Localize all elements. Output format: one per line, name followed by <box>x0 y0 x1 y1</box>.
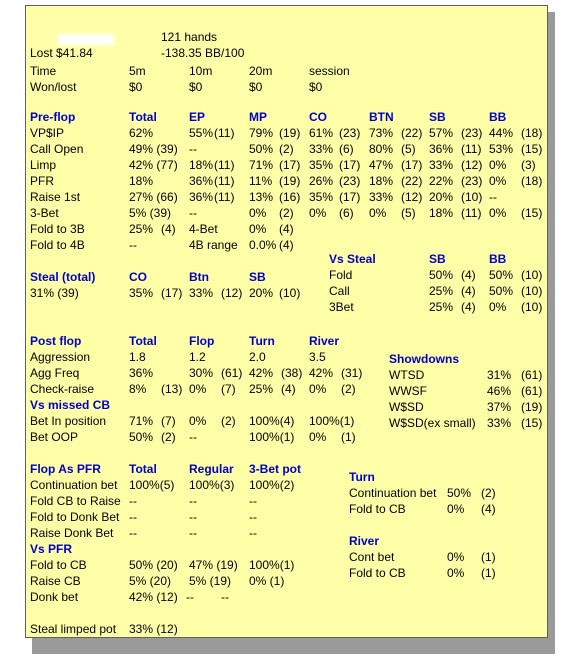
time-10m: 10m <box>189 64 213 78</box>
vs-missed-cb-cell: 71% <box>129 414 154 428</box>
preflop-cell: VP$IP <box>30 126 65 140</box>
vs-steal-cell: 50% <box>429 268 454 282</box>
flop-as-pfr-cell: 100%(5) <box>129 478 175 492</box>
vs-missed-cb-cell: 100%(1) <box>309 414 355 428</box>
showdown-count: (15) <box>521 416 543 430</box>
flop-as-pfr-cell: -- <box>189 510 197 524</box>
steal-limped-value: 33% (12) <box>129 622 178 636</box>
preflop-cell: (10) <box>461 190 483 204</box>
postflop-cell: (61) <box>221 366 243 380</box>
postflop-header: Flop <box>189 334 215 348</box>
fold-to-4b-cell: -- <box>129 238 137 252</box>
postflop-cell: Aggression <box>30 350 91 364</box>
preflop-cell: Call Open <box>30 142 84 156</box>
preflop-cell: 18% <box>429 206 454 220</box>
steal-cell: 33% <box>189 286 214 300</box>
flop-as-pfr-cell: -- <box>249 526 257 540</box>
vs-pfr-header: Vs PFR <box>30 542 73 556</box>
preflop-cell: 80% <box>369 142 394 156</box>
steal-header: Steal (total) <box>30 270 96 284</box>
steal-cell: (12) <box>221 286 243 300</box>
preflop-header: Pre-flop <box>30 110 76 124</box>
turn-label: Fold to CB <box>349 502 406 516</box>
postflop-cell: Check-raise <box>30 382 95 396</box>
vs-pfr-cell: -- <box>221 590 229 604</box>
preflop-cell: (23) <box>461 174 483 188</box>
river-label: Fold to CB <box>349 566 406 580</box>
preflop-cell: (2) <box>279 206 294 220</box>
wonlost-5m: $0 <box>129 80 143 94</box>
postflop-cell: (31) <box>341 366 363 380</box>
preflop-cell: Raise 1st <box>30 190 81 204</box>
preflop-cell: -- <box>189 206 197 220</box>
postflop-cell: 3.5 <box>309 350 326 364</box>
river-count: (1) <box>481 566 496 580</box>
steal-cell: (10) <box>279 286 301 300</box>
vs-steal-header: Vs Steal <box>329 252 376 266</box>
postflop-cell: 42% <box>309 366 334 380</box>
flop-as-pfr-cell: Raise Donk Bet <box>30 526 114 540</box>
preflop-cell: (12) <box>461 158 483 172</box>
preflop-cell: 35% <box>309 158 334 172</box>
preflop-cell: (11) <box>214 158 235 172</box>
preflop-cell: 0% <box>489 206 507 220</box>
vs-pfr-cell: Raise CB <box>30 574 81 588</box>
vs-missed-cb-cell: 0% <box>189 414 207 428</box>
preflop-cell: Limp <box>30 158 57 172</box>
steal-limped-label: Steal limped pot <box>30 622 117 636</box>
preflop-header: BTN <box>369 110 394 124</box>
preflop-header: SB <box>429 110 446 124</box>
bb-per-100: -138.35 BB/100 <box>161 46 245 60</box>
vs-steal-cell: (10) <box>521 268 543 282</box>
vs-steal-cell: (4) <box>461 284 476 298</box>
flop-as-pfr-cell: -- <box>129 494 137 508</box>
fold-to-3b-cell: Fold to 3B <box>30 222 85 236</box>
vs-steal-cell: Fold <box>329 268 353 282</box>
postflop-cell: 1.2 <box>189 350 206 364</box>
flop-as-pfr-cell: 100%(3) <box>189 478 235 492</box>
preflop-cell: 35% <box>309 190 334 204</box>
preflop-cell: (17) <box>279 158 301 172</box>
showdown-value: 37% <box>487 400 512 414</box>
flop-as-pfr-header: Flop As PFR <box>30 462 101 476</box>
preflop-cell: 27% (66) <box>129 190 178 204</box>
preflop-cell: (18) <box>521 126 543 140</box>
steal-cell: 20% <box>249 286 274 300</box>
vs-missed-cb-cell: Bet OOP <box>30 430 79 444</box>
fold-to-3b-cell: (4) <box>279 222 294 236</box>
preflop-cell: 13% <box>249 190 274 204</box>
preflop-cell: -- <box>189 142 197 156</box>
vs-steal-cell: 50% <box>489 284 514 298</box>
preflop-header: EP <box>189 110 206 124</box>
preflop-cell: (6) <box>339 142 354 156</box>
fold-to-3b-cell: (4) <box>161 222 176 236</box>
fold-to-4b-cell: 4B range <box>189 238 238 252</box>
fold-to-4b-cell: 0.0% <box>249 238 277 252</box>
steal-cell: (17) <box>161 286 183 300</box>
vs-steal-cell: 0% <box>489 300 507 314</box>
postflop-cell: 0% <box>309 382 327 396</box>
preflop-cell: 47% <box>369 158 394 172</box>
preflop-cell: 0% <box>489 174 507 188</box>
flop-as-pfr-cell: -- <box>129 510 137 524</box>
wonlost-session: $0 <box>309 80 323 94</box>
showdown-label: W$SD <box>389 400 424 414</box>
flop-as-pfr-header: Total <box>129 462 157 476</box>
wonlost-20m: $0 <box>249 80 263 94</box>
flop-as-pfr-header: 3-Bet pot <box>249 462 301 476</box>
vs-steal-cell: (4) <box>461 268 476 282</box>
vs-pfr-cell: 42% (12) <box>129 590 178 604</box>
river-label: Cont bet <box>349 550 395 564</box>
river-value: 0% <box>447 550 465 564</box>
steal-cell: 35% <box>129 286 154 300</box>
preflop-cell: 18% <box>189 158 214 172</box>
preflop-cell: (6) <box>339 206 354 220</box>
vs-steal-cell: 50% <box>489 268 514 282</box>
wonlost-label: Won/lost <box>30 80 77 94</box>
postflop-header: Turn <box>249 334 275 348</box>
river-value: 0% <box>447 566 465 580</box>
postflop-cell: (4) <box>281 382 296 396</box>
flop-as-pfr-cell: -- <box>189 526 197 540</box>
vs-missed-cb-cell: Bet In position <box>30 414 107 428</box>
preflop-cell: PFR <box>30 174 54 188</box>
postflop-header: Total <box>129 334 157 348</box>
vs-pfr-cell: 5% (19) <box>189 574 232 588</box>
preflop-cell: (19) <box>279 174 301 188</box>
preflop-cell: 55% <box>189 126 214 140</box>
vs-missed-cb-cell: 100%(1) <box>249 430 295 444</box>
turn-value: 0% <box>447 502 465 516</box>
vs-missed-cb-cell: 100%(4) <box>249 414 295 428</box>
showdown-value: 31% <box>487 368 512 382</box>
showdown-label: WTSD <box>389 368 425 382</box>
preflop-cell: 36% <box>189 174 214 188</box>
showdown-count: (61) <box>521 384 543 398</box>
preflop-cell: 22% <box>429 174 454 188</box>
fold-to-4b-cell: (4) <box>279 238 294 252</box>
preflop-cell: 0% <box>249 206 267 220</box>
preflop-cell: (17) <box>401 158 423 172</box>
preflop-cell: 50% <box>249 142 274 156</box>
showdown-label: WWSF <box>389 384 427 398</box>
preflop-cell: 33% <box>309 142 334 156</box>
preflop-cell: (11) <box>461 142 482 156</box>
player-name-redacted <box>58 34 114 45</box>
postflop-header: Post flop <box>30 334 82 348</box>
preflop-cell: 33% <box>429 158 454 172</box>
preflop-cell: 11% <box>249 174 273 188</box>
vs-pfr-cell: Fold to CB <box>30 558 87 572</box>
vs-missed-cb-cell: -- <box>189 430 197 444</box>
postflop-cell: 42% <box>249 366 274 380</box>
preflop-cell: 36% <box>429 142 454 156</box>
preflop-cell: 57% <box>429 126 454 140</box>
preflop-cell: 0% <box>369 206 387 220</box>
preflop-cell: (23) <box>461 126 483 140</box>
vs-pfr-cell: 47% (19) <box>189 558 238 572</box>
postflop-cell: Agg Freq <box>30 366 80 380</box>
postflop-cell: (2) <box>341 382 356 396</box>
time-label: Time <box>30 64 57 78</box>
postflop-cell: (38) <box>281 366 303 380</box>
preflop-cell: 0% <box>309 206 327 220</box>
turn-count: (2) <box>481 486 496 500</box>
steal-header: SB <box>249 270 266 284</box>
steal-header: Btn <box>189 270 209 284</box>
preflop-cell: 53% <box>489 142 514 156</box>
vs-missed-cb-cell: (1) <box>341 430 356 444</box>
hud-stats-panel <box>25 5 548 638</box>
steal-cell: 31% (39) <box>30 286 79 300</box>
vs-steal-cell: Call <box>329 284 350 298</box>
postflop-cell: 25% <box>249 382 274 396</box>
preflop-cell: (11) <box>214 126 235 140</box>
turn-label: Continuation bet <box>349 486 437 500</box>
preflop-cell: 0% <box>489 158 507 172</box>
flop-as-pfr-cell: -- <box>249 494 257 508</box>
postflop-cell: (13) <box>161 382 183 396</box>
vs-missed-cb-cell: 50% <box>129 430 154 444</box>
vs-pfr-cell: 100%(1) <box>249 558 295 572</box>
fold-to-3b-cell: 4-Bet <box>189 222 218 236</box>
lost-amount: Lost $41.84 <box>30 46 93 60</box>
preflop-cell: 73% <box>369 126 394 140</box>
flop-as-pfr-cell: -- <box>249 510 257 524</box>
vs-pfr-cell: 50% (20) <box>129 558 178 572</box>
vs-missed-cb-cell: 0% <box>309 430 327 444</box>
preflop-cell: (5) <box>401 142 416 156</box>
preflop-cell: 18% <box>129 174 154 188</box>
preflop-cell: (16) <box>279 190 301 204</box>
preflop-header: CO <box>309 110 327 124</box>
preflop-cell: 5% (39) <box>129 206 172 220</box>
preflop-cell: (11) <box>214 174 235 188</box>
fold-to-3b-cell: 25% <box>129 222 154 236</box>
postflop-cell: 2.0 <box>249 350 266 364</box>
showdowns-header: Showdowns <box>389 352 459 366</box>
preflop-cell: (12) <box>401 190 423 204</box>
preflop-cell: (17) <box>339 158 361 172</box>
preflop-cell: (18) <box>521 174 543 188</box>
preflop-cell: (5) <box>401 206 416 220</box>
preflop-cell: 36% <box>189 190 214 204</box>
showdown-count: (19) <box>521 400 543 414</box>
vs-missed-cb-header: Vs missed CB <box>30 398 111 412</box>
postflop-cell: 0% <box>189 382 207 396</box>
preflop-cell: 26% <box>309 174 334 188</box>
preflop-cell: (17) <box>339 190 361 204</box>
postflop-cell: 30% <box>189 366 214 380</box>
fold-to-4b-cell: Fold to 4B <box>30 238 85 252</box>
fold-to-3b-cell: 0% <box>249 222 267 236</box>
hands-count: 121 hands <box>161 30 218 44</box>
preflop-cell: (11) <box>214 190 235 204</box>
river-count: (1) <box>481 550 496 564</box>
preflop-cell: (23) <box>339 126 361 140</box>
vs-steal-header: BB <box>489 252 507 266</box>
river-header: River <box>349 534 380 548</box>
preflop-cell: -- <box>489 190 497 204</box>
vs-steal-cell: (4) <box>461 300 476 314</box>
flop-as-pfr-cell: Fold CB to Raise <box>30 494 121 508</box>
preflop-cell: 62% <box>129 126 154 140</box>
preflop-header: BB <box>489 110 507 124</box>
vs-steal-cell: 3Bet <box>329 300 354 314</box>
vs-pfr-cell: Donk bet <box>30 590 79 604</box>
flop-as-pfr-cell: -- <box>129 526 137 540</box>
turn-header: Turn <box>349 470 375 484</box>
preflop-cell: (22) <box>401 126 423 140</box>
preflop-cell: 18% <box>369 174 394 188</box>
time-20m: 20m <box>249 64 273 78</box>
preflop-cell: 71% <box>249 158 274 172</box>
preflop-cell: (23) <box>339 174 361 188</box>
preflop-cell: 49% (39) <box>129 142 178 156</box>
vs-steal-header: SB <box>429 252 446 266</box>
preflop-cell: (2) <box>279 142 294 156</box>
postflop-header: River <box>309 334 340 348</box>
preflop-cell: 61% <box>309 126 334 140</box>
showdown-count: (61) <box>521 368 543 382</box>
postflop-cell: 8% <box>129 382 147 396</box>
preflop-header: MP <box>249 110 267 124</box>
turn-count: (4) <box>481 502 496 516</box>
preflop-cell: 44% <box>489 126 514 140</box>
preflop-cell: 79% <box>249 126 274 140</box>
flop-as-pfr-cell: Fold to Donk Bet <box>30 510 120 524</box>
vs-missed-cb-cell: (2) <box>221 414 236 428</box>
turn-value: 50% <box>447 486 472 500</box>
postflop-cell: 1.8 <box>129 350 146 364</box>
flop-as-pfr-cell: -- <box>189 494 197 508</box>
preflop-cell: (19) <box>279 126 301 140</box>
vs-steal-cell: (10) <box>521 284 543 298</box>
preflop-cell: (15) <box>521 142 543 156</box>
vs-missed-cb-cell: (7) <box>161 414 176 428</box>
preflop-cell: (22) <box>401 174 423 188</box>
preflop-cell: (15) <box>521 206 543 220</box>
postflop-cell: (7) <box>221 382 236 396</box>
showdown-value: 46% <box>487 384 512 398</box>
postflop-cell: 36% <box>129 366 154 380</box>
time-5m: 5m <box>129 64 146 78</box>
flop-as-pfr-header: Regular <box>189 462 234 476</box>
vs-steal-cell: (10) <box>521 300 543 314</box>
preflop-cell: 20% <box>429 190 454 204</box>
wonlost-10m: $0 <box>189 80 203 94</box>
preflop-cell: (3) <box>521 158 536 172</box>
vs-steal-cell: 25% <box>429 284 454 298</box>
vs-missed-cb-cell: (2) <box>161 430 176 444</box>
preflop-cell: 3-Bet <box>30 206 59 220</box>
preflop-cell: 33% <box>369 190 394 204</box>
preflop-cell: 42% (77) <box>129 158 178 172</box>
vs-steal-cell: 25% <box>429 300 454 314</box>
preflop-header: Total <box>129 110 157 124</box>
steal-header: CO <box>129 270 147 284</box>
flop-as-pfr-cell: Continuation bet <box>30 478 118 492</box>
showdown-value: 33% <box>487 416 512 430</box>
time-session: session <box>309 64 350 78</box>
vs-pfr-cell: 5% (20) <box>129 574 172 588</box>
flop-as-pfr-cell: 100%(2) <box>249 478 295 492</box>
showdown-label: W$SD(ex small) <box>389 416 476 430</box>
preflop-cell: (11) <box>461 206 482 220</box>
vs-pfr-cell: -- <box>186 590 194 604</box>
vs-pfr-cell: 0% (1) <box>249 574 285 588</box>
